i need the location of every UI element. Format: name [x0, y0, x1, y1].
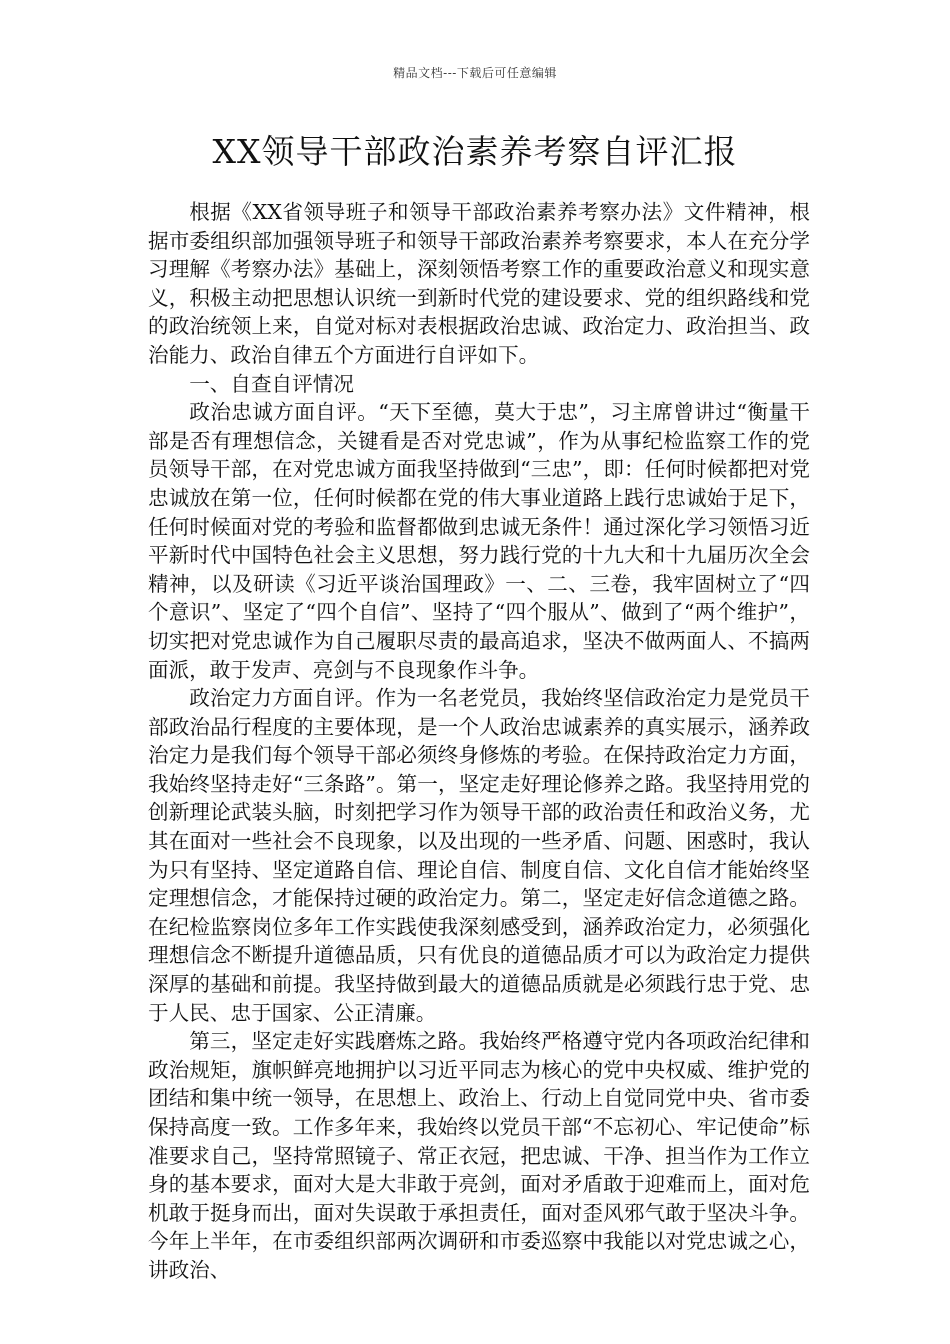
- intro-paragraph: 根据《XX省领导班子和领导干部政治素养考察办法》文件精神，根据市委组织部加强领导班子和领导干部政治素养考察要求，本人在充分学习理解《考察办法》基础上，深刻领悟考察工作的重要政治意义和现实意义，积极主动把思想认识统一到新时代党的建设要求、党的组织路线和党的政治统领上来，自觉对标对表根据政治忠诚、政治定力、政治担当、政治能力、政治自律五个方面进行自评如下。: [148, 200, 810, 367]
- practice-paragraph: 第三，坚定走好实践磨炼之路。我始终严格遵守党内各项政治纪律和政治规矩，旗帜鲜亮地拥护以习近平同志为核心的党中央权威、维护党的团结和集中统一领导，在思想上、政治上、行动上自觉同党中央、省市委保持高度一致。工作多年来，我始终以党员干部“不忘初心、牢记使命”标准要求自己，坚持常照镜子、常正衣冠，把忠诚、干净、担当作为工作立身的基本要求，面对大是大非敢于亮剑，面对矛盾敢于迎难而上，面对危机敢于挺身而出，面对失误敢于承担责任，面对歪风邪气敢于坚决斗争。今年上半年，在市委组织部两次调研和市委巡察中我能以对党忠诚之心，讲政治、: [148, 1029, 810, 1282]
- loyalty-paragraph: 政治忠诚方面自评。“天下至德，莫大于忠”，习主席曾讲过“衡量干部是否有理想信念，关键看是否对党忠诚”，作为从事纪检监察工作的党员领导干部，在对党忠诚方面我坚持做到“三忠”，即：任何时候都把对党忠诚放在第一位，任何时候都在党的伟大事业道路上践行忠诚始于足下，任何时候面对党的考验和监督都做到忠诚无条件！通过深化学习领悟习近平新时代中国特色社会主义思想，努力践行党的十九大和十九届历次全会精神，以及研读《习近平谈治国理政》一、二、三卷，我牢固树立了“四个意识”、坚定了“四个自信”、坚持了“四个服从”、做到了“两个维护”，切实把对党忠诚作为自己履职尽责的最高追求，坚决不做两面人、不搞两面派，敢于发声、亮剑与不良现象作斗争。: [148, 400, 810, 682]
- document-body: [148, 198, 810, 1285]
- header-note: 精品文档---下载后可任意编辑: [393, 66, 557, 80]
- document-title: XX领导干部政治素养考察自评汇报: [212, 132, 738, 171]
- section-heading: 一、自查自评情况: [189, 371, 354, 396]
- composure-paragraph: 政治定力方面自评。作为一名老党员，我始终坚信政治定力是党员干部政治品行程度的主要体现，是一个人政治忠诚素养的真实展示，涵养政治定力是我们每个领导干部必须终身修炼的考验。在保持政治定力方面，我始终坚持走好“三条路”。第一，坚定走好理论修养之路。我坚持用党的创新理论武装头脑，时刻把学习作为领导干部的政治责任和政治义务，尤其在面对一些社会不良现象，以及出现的一些矛盾、问题、困惑时，我认为只有坚持、坚定道路自信、理论自信、制度自信、文化自信才能始终坚定理想信念，才能保持过硬的政治定力。第二，坚定走好信念道德之路。在纪检监察岗位多年工作实践使我深刻感受到，涵养政治定力，必须强化理想信念不断提升道德品质，只有优良的道德品质才可以为政治定力提供深厚的基础和前提。我坚持做到最大的道德品质就是必须践行忠于党、忠于人民、忠于国家、公正清廉。: [148, 686, 810, 1025]
